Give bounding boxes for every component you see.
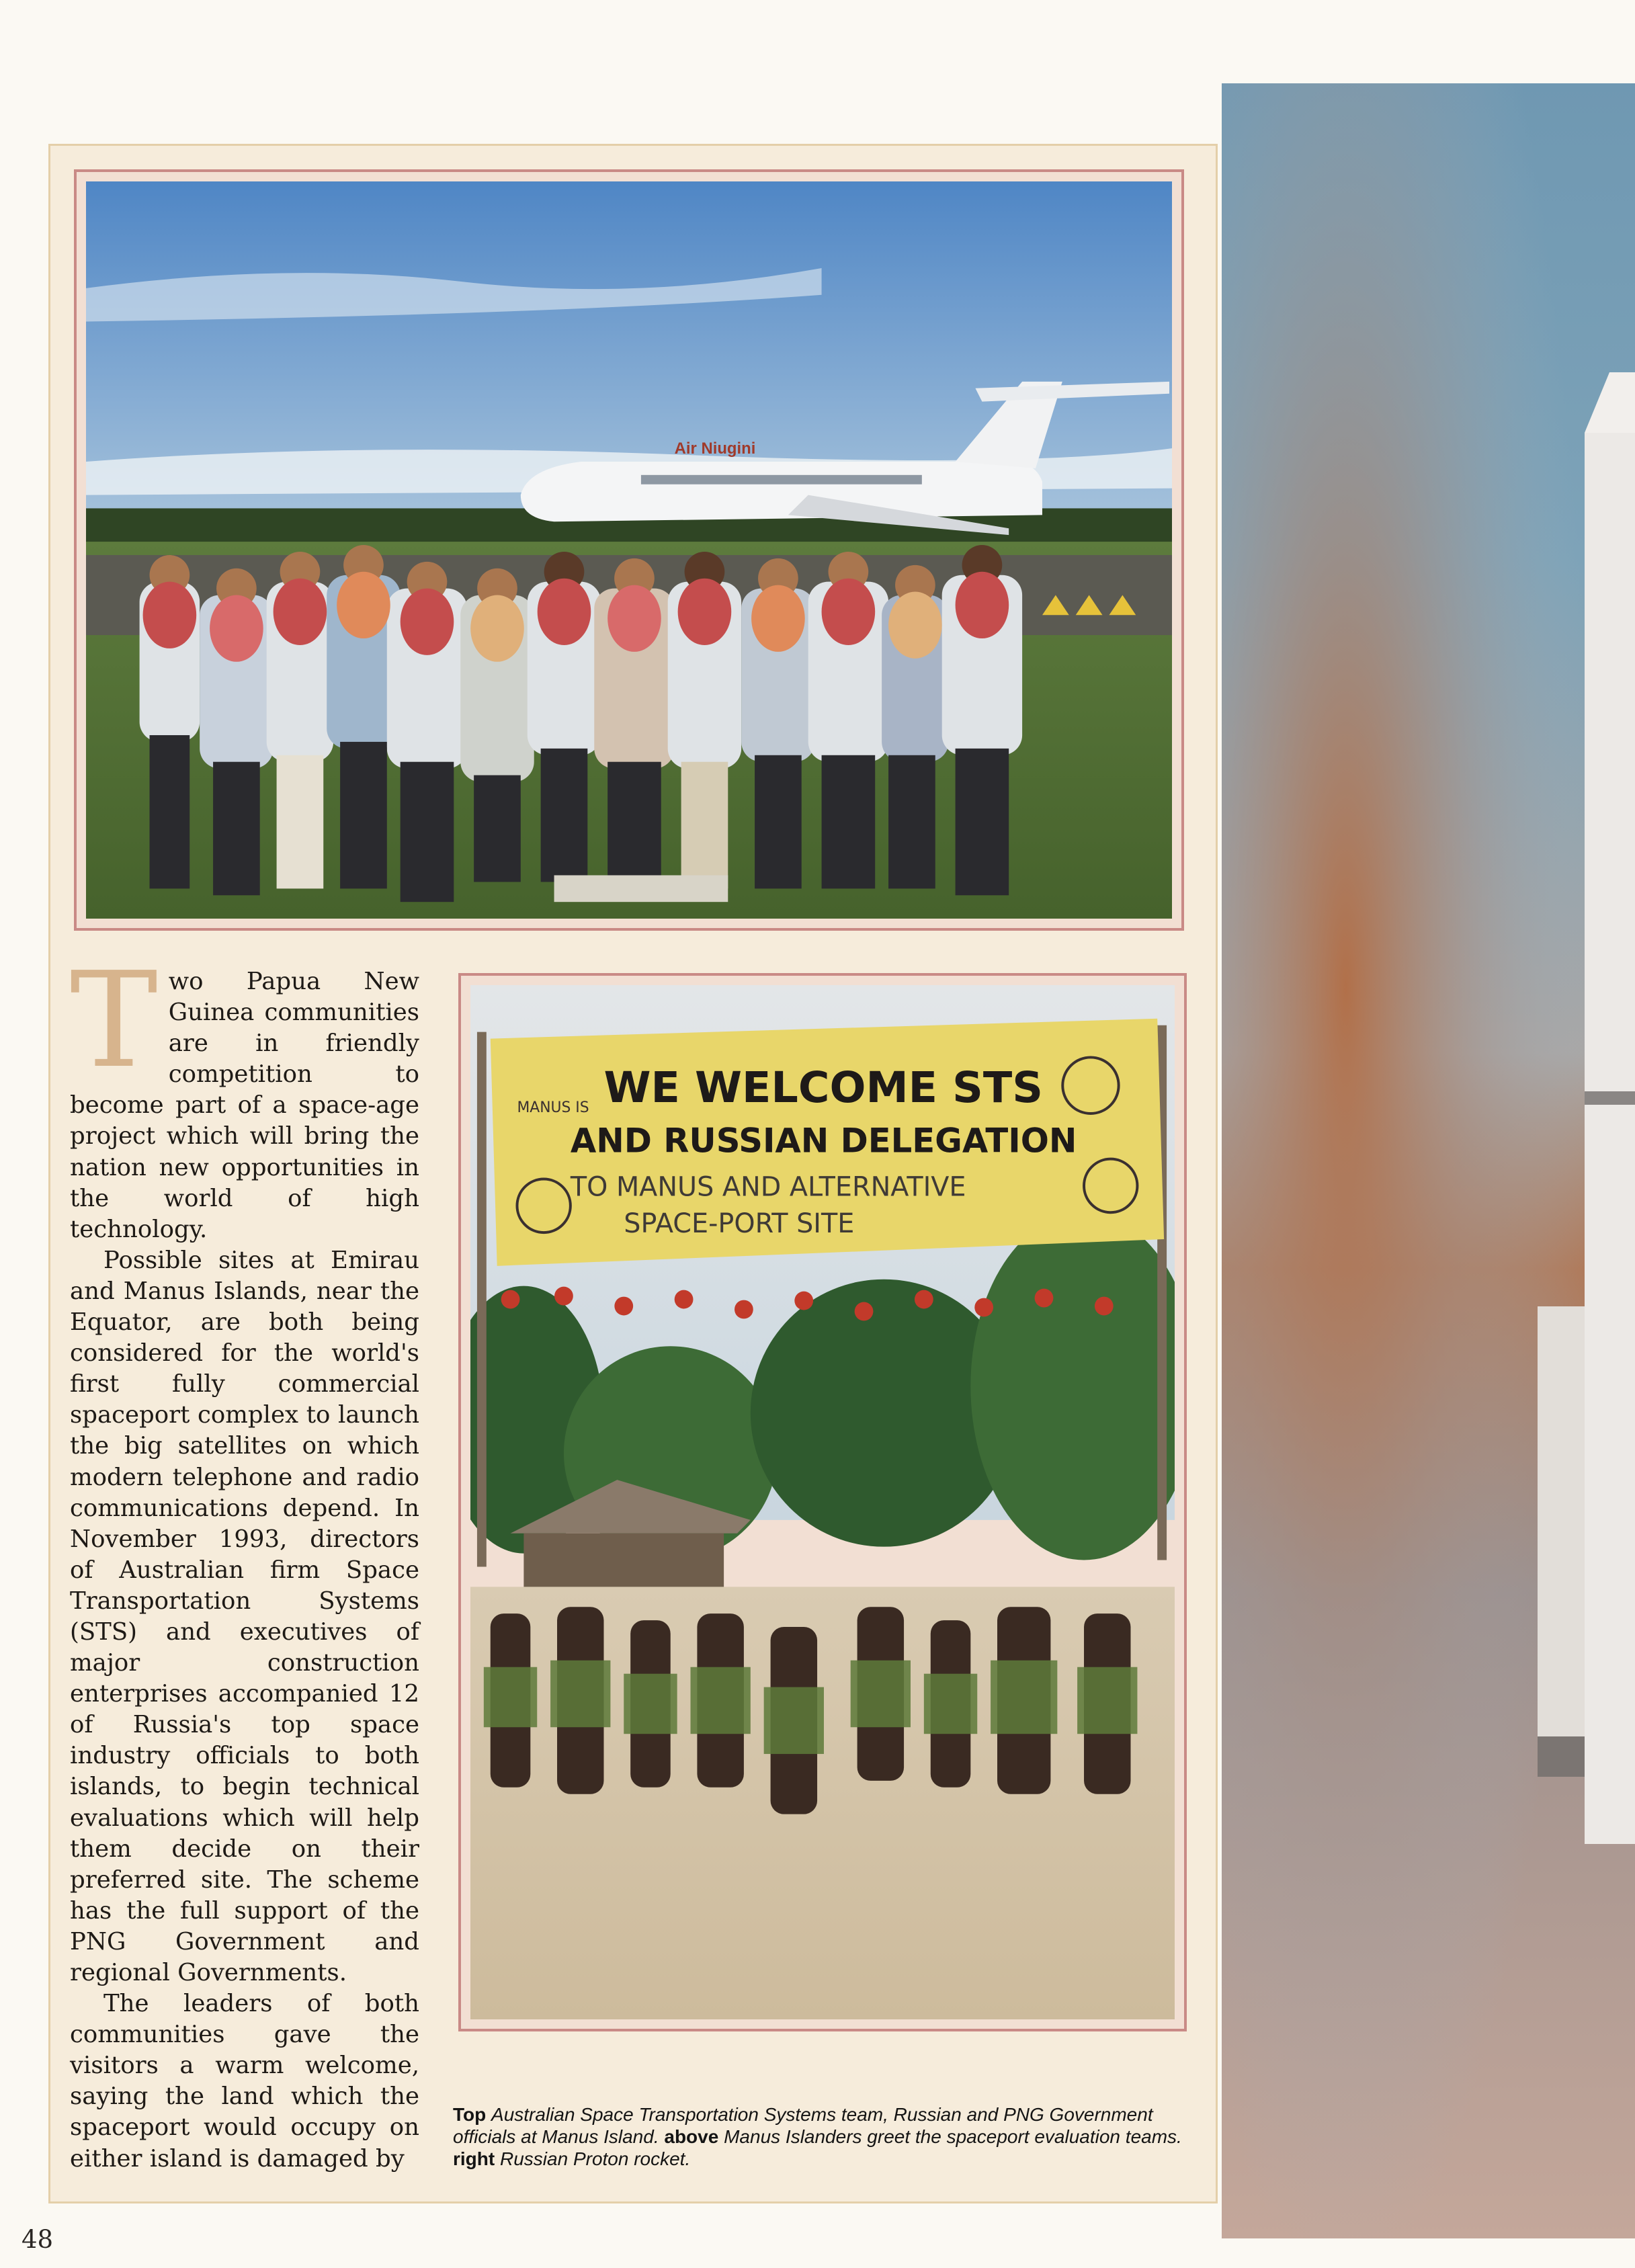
aircraft-livery-text: Air Niugini [674, 439, 756, 458]
top-photo [86, 181, 1172, 919]
bottom-photo-frame [458, 973, 1187, 2031]
runway-cones [1042, 595, 1136, 616]
concrete-slab [554, 875, 728, 902]
caption-above-text: Manus Islanders greet the spaceport evaluation teams. [724, 2126, 1182, 2147]
article-paragraph-3: The leaders of both communities gave the visitors a warm welcome, saying the land which the spaceport would occupy on either island is damaged by [70, 1990, 419, 2173]
top-photo-frame [74, 169, 1184, 931]
page-number: 48 [22, 2225, 54, 2254]
article-paragraph-1-text: wo Papua New Guinea communities are in friendly competition to become part of a space-age project which will bring the nation new opportunities in the world of high technology. [70, 968, 419, 1243]
rocket-photo [1222, 83, 1635, 2238]
article-body [70, 944, 419, 2175]
caption-above-label: above [664, 2126, 719, 2147]
caption-top-text: Australian Space Transportation Systems team, Russian and PNG Government officials at Manus Island. [453, 2104, 1153, 2147]
article-paragraph-2: Possible sites at Emirau and Manus Islands, near the Equator, are both being considered for the world's first fully commercial spaceport complex to launch the big satellites on which modern telephone and radio communications depend. In November 1993, directors of Australian firm Space Transportation Systems (STS) and executives of major construction enterprises accompanied 12 of Russia's top space industry officials to both islands, to begin technical evaluations which will help them decide on their preferred site. The scheme has the full support of the PNG Government and regional Governments. [70, 1246, 419, 1986]
banner-post-left [477, 1032, 487, 1567]
airstrip-group-photo [86, 181, 1172, 919]
dancers [484, 1607, 1138, 1814]
banner-line-4: SPACE-PORT SITE [624, 1208, 855, 1240]
caption-top-label: Top [453, 2104, 487, 2125]
dropcap: T [70, 944, 158, 1097]
banner-line-2: AND RUSSIAN DELEGATION [570, 1121, 1077, 1161]
delegation-group [140, 545, 1062, 902]
banner-corner-text: MANUS IS [517, 1099, 589, 1117]
welcome-banner [491, 1019, 1164, 1266]
bottom-photo [470, 985, 1175, 2019]
welcome-dance-photo [470, 985, 1175, 2019]
caption-right-text: Russian Proton rocket. [500, 2148, 691, 2169]
banner-line-3: TO MANUS AND ALTERNATIVE [570, 1171, 966, 1203]
caption-right-label: right [453, 2148, 495, 2169]
photo-caption [453, 2103, 1192, 2170]
article-paragraph-1 [70, 944, 419, 1245]
banner-line-1: WE WELCOME STS [603, 1062, 1043, 1113]
